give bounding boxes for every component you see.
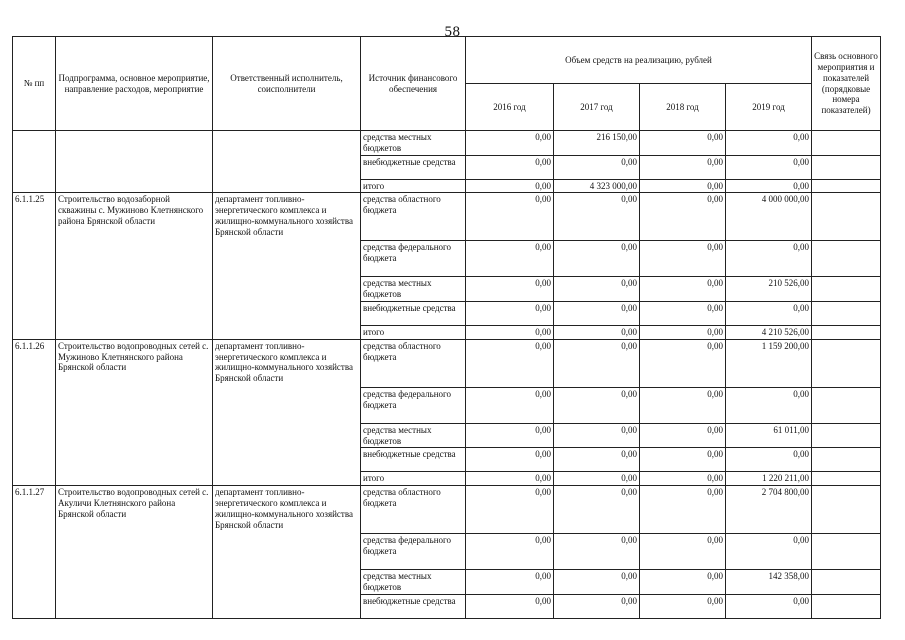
header-executor: Ответственный исполнитель, соисполнители — [213, 37, 361, 131]
link-cell — [812, 325, 881, 339]
link-cell — [812, 570, 881, 595]
value-cell: 0,00 — [726, 241, 812, 277]
value-cell: 0,00 — [640, 387, 726, 423]
item-name: Строительство водопроводных сетей с. Мужиново Клетнянского района Брянской области — [56, 339, 213, 485]
item-code: 6.1.1.25 — [13, 193, 56, 339]
value-cell: 0,00 — [726, 594, 812, 618]
link-cell — [812, 301, 881, 325]
value-cell: 0,00 — [466, 472, 554, 486]
value-cell: 0,00 — [554, 277, 640, 302]
value-cell: 0,00 — [466, 131, 554, 156]
link-cell — [812, 594, 881, 618]
value-cell: 0,00 — [640, 301, 726, 325]
value-cell: 0,00 — [726, 131, 812, 156]
source-cell: внебюджетные средства — [361, 594, 466, 618]
link-cell — [812, 277, 881, 302]
value-cell: 4 210 526,00 — [726, 325, 812, 339]
header-year-2019: 2019 год — [726, 84, 812, 131]
value-cell: 0,00 — [466, 570, 554, 595]
value-cell: 0,00 — [466, 241, 554, 277]
source-cell: итого — [361, 472, 466, 486]
value-cell: 0,00 — [726, 301, 812, 325]
link-cell — [812, 339, 881, 387]
value-cell: 1 159 200,00 — [726, 339, 812, 387]
source-cell: внебюджетные средства — [361, 301, 466, 325]
source-cell: средства местных бюджетов — [361, 570, 466, 595]
value-cell: 0,00 — [466, 448, 554, 472]
name-cell — [56, 131, 213, 193]
source-cell: средства федерального бюджета — [361, 241, 466, 277]
link-cell — [812, 423, 881, 448]
value-cell: 0,00 — [466, 193, 554, 241]
value-cell: 142 358,00 — [726, 570, 812, 595]
value-cell: 0,00 — [640, 534, 726, 570]
budget-table — [12, 36, 881, 619]
link-cell — [812, 193, 881, 241]
value-cell: 0,00 — [554, 241, 640, 277]
header-year-2018: 2018 год — [640, 84, 726, 131]
source-cell: внебюджетные средства — [361, 155, 466, 179]
value-cell: 0,00 — [640, 448, 726, 472]
item-code: 6.1.1.27 — [13, 486, 56, 619]
link-cell — [812, 448, 881, 472]
table-row — [13, 339, 881, 387]
table-row — [13, 131, 881, 156]
value-cell: 210 526,00 — [726, 277, 812, 302]
value-cell: 0,00 — [466, 277, 554, 302]
item-executor: департамент топливно-энергетического комплекса и жилищно-коммунального хозяйства Брянской области — [213, 486, 361, 619]
value-cell: 0,00 — [466, 423, 554, 448]
value-cell: 0,00 — [466, 534, 554, 570]
value-cell: 0,00 — [726, 534, 812, 570]
value-cell: 0,00 — [554, 448, 640, 472]
value-cell: 0,00 — [554, 301, 640, 325]
value-cell: 0,00 — [466, 325, 554, 339]
source-cell: средства областного бюджета — [361, 193, 466, 241]
source-cell: внебюджетные средства — [361, 448, 466, 472]
header-program: Подпрограмма, основное мероприятие, направление расходов, мероприятие — [56, 37, 213, 131]
item-executor: департамент топливно-энергетического комплекса и жилищно-коммунального хозяйства Брянской области — [213, 339, 361, 485]
value-cell: 0,00 — [640, 179, 726, 193]
value-cell: 0,00 — [640, 423, 726, 448]
header-volume: Объем средств на реализацию, рублей — [466, 37, 812, 84]
source-cell: итого — [361, 325, 466, 339]
value-cell: 0,00 — [726, 387, 812, 423]
item-name: Строительство водозаборной скважины с. Мужиново Клетнянского района Брянской области — [56, 193, 213, 339]
value-cell: 0,00 — [640, 131, 726, 156]
value-cell: 0,00 — [640, 486, 726, 534]
link-cell — [812, 472, 881, 486]
link-cell — [812, 241, 881, 277]
value-cell: 0,00 — [466, 486, 554, 534]
value-cell: 0,00 — [554, 423, 640, 448]
item-executor: департамент топливно-энергетического комплекса и жилищно-коммунального хозяйства Брянской области — [213, 193, 361, 339]
code-cell — [13, 131, 56, 193]
item-code: 6.1.1.26 — [13, 339, 56, 485]
value-cell: 0,00 — [554, 387, 640, 423]
value-cell: 0,00 — [554, 472, 640, 486]
link-cell — [812, 486, 881, 534]
value-cell: 0,00 — [726, 155, 812, 179]
value-cell: 0,00 — [640, 193, 726, 241]
value-cell: 0,00 — [640, 277, 726, 302]
link-cell — [812, 179, 881, 193]
page-number: 58 — [444, 24, 461, 40]
table-body — [13, 131, 881, 619]
source-cell: средства областного бюджета — [361, 339, 466, 387]
value-cell: 0,00 — [466, 179, 554, 193]
value-cell: 0,00 — [640, 325, 726, 339]
value-cell: 0,00 — [640, 570, 726, 595]
value-cell: 61 011,00 — [726, 423, 812, 448]
header-year-2017: 2017 год — [554, 84, 640, 131]
value-cell: 0,00 — [466, 594, 554, 618]
value-cell: 0,00 — [640, 339, 726, 387]
source-cell: средства местных бюджетов — [361, 423, 466, 448]
value-cell: 0,00 — [466, 339, 554, 387]
value-cell: 0,00 — [466, 387, 554, 423]
link-cell — [812, 534, 881, 570]
value-cell: 0,00 — [554, 155, 640, 179]
value-cell: 2 704 800,00 — [726, 486, 812, 534]
value-cell: 216 150,00 — [554, 131, 640, 156]
source-cell: средства областного бюджета — [361, 486, 466, 534]
source-cell: средства федерального бюджета — [361, 387, 466, 423]
header-source: Источник финансового обеспечения — [361, 37, 466, 131]
header-number: № пп — [13, 37, 56, 131]
value-cell: 0,00 — [554, 594, 640, 618]
value-cell: 0,00 — [640, 594, 726, 618]
table-header — [13, 37, 881, 131]
value-cell: 4 000 000,00 — [726, 193, 812, 241]
value-cell: 4 323 000,00 — [554, 179, 640, 193]
value-cell: 0,00 — [554, 570, 640, 595]
value-cell: 0,00 — [554, 325, 640, 339]
value-cell: 0,00 — [640, 241, 726, 277]
value-cell: 0,00 — [554, 339, 640, 387]
value-cell: 0,00 — [726, 179, 812, 193]
value-cell: 0,00 — [640, 155, 726, 179]
value-cell: 0,00 — [466, 301, 554, 325]
value-cell: 0,00 — [554, 486, 640, 534]
link-cell — [812, 387, 881, 423]
value-cell: 0,00 — [640, 472, 726, 486]
source-cell: итого — [361, 179, 466, 193]
value-cell: 0,00 — [554, 193, 640, 241]
source-cell: средства местных бюджетов — [361, 131, 466, 156]
table-row — [13, 193, 881, 241]
value-cell: 1 220 211,00 — [726, 472, 812, 486]
value-cell: 0,00 — [726, 448, 812, 472]
value-cell: 0,00 — [466, 155, 554, 179]
table-row — [13, 486, 881, 534]
link-cell — [812, 155, 881, 179]
value-cell: 0,00 — [554, 534, 640, 570]
executor-cell — [213, 131, 361, 193]
source-cell: средства местных бюджетов — [361, 277, 466, 302]
header-link: Связь основного мероприятия и показателей (порядковые номера показателей) — [812, 37, 881, 131]
item-name: Строительство водопроводных сетей с. Акуличи Клетнянского района Брянской области — [56, 486, 213, 619]
link-cell — [812, 131, 881, 156]
header-year-2016: 2016 год — [466, 84, 554, 131]
source-cell: средства федерального бюджета — [361, 534, 466, 570]
